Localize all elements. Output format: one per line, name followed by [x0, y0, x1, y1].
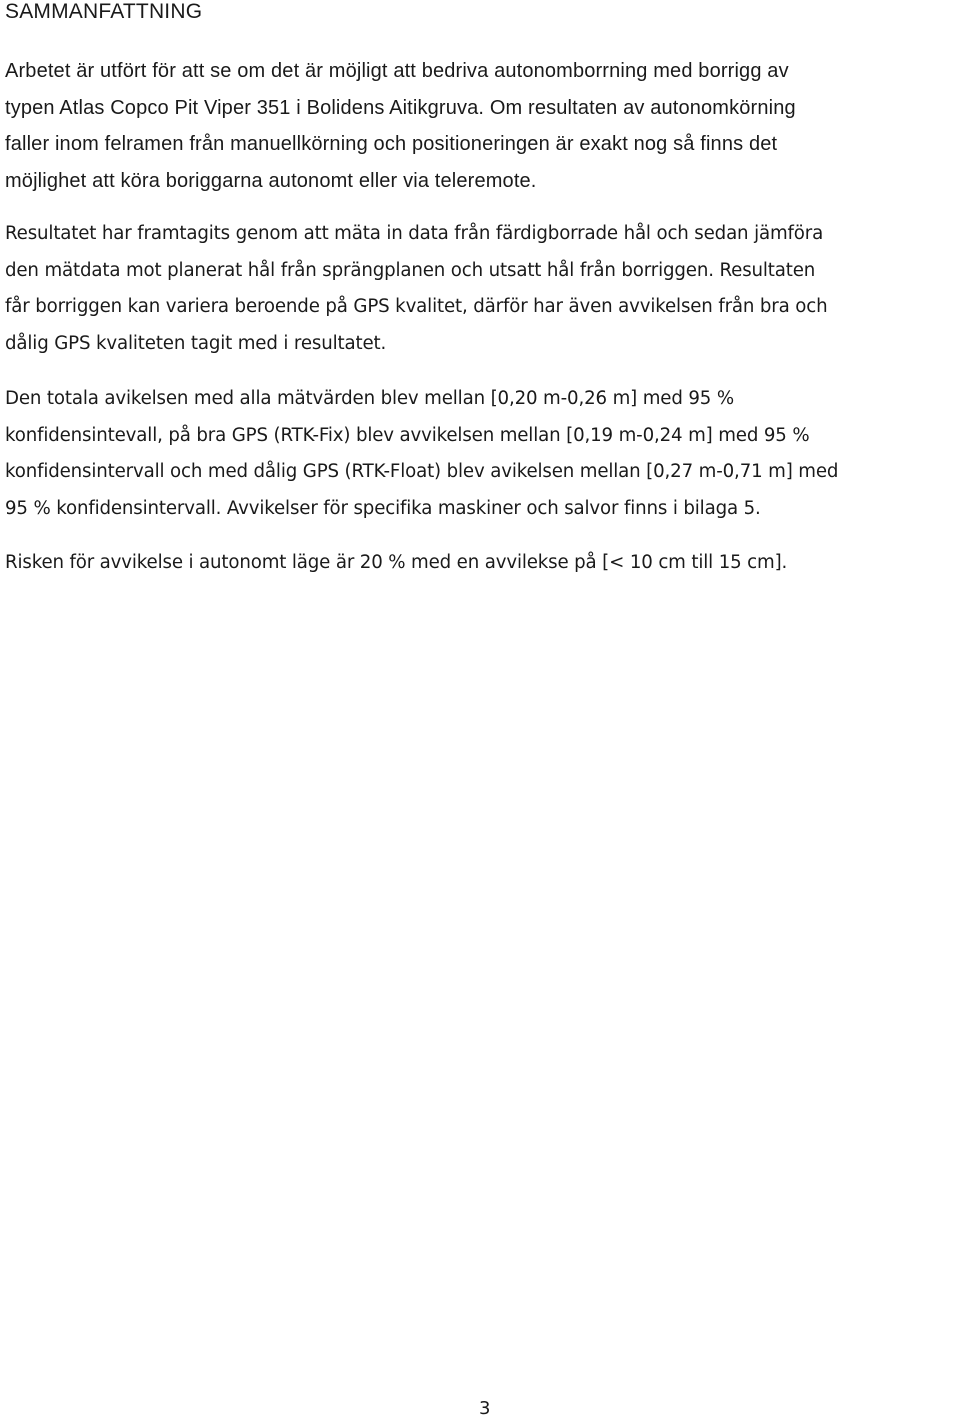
paragraph-summary-intro	[5, 53, 796, 199]
paragraph-method	[5, 216, 827, 362]
text-line: Den totala avikelsen med alla mätvärden blev mellan [0,20 m-0,26 m] med 95 %	[5, 388, 734, 409]
text-line: Arbetet är utfört för att se om det är möjligt att bedriva autonomborrning med borrigg av	[5, 60, 789, 82]
text-line: konfidensintervall och med dålig GPS (RTK-Float) blev avikelsen mellan [0,27 m-0,71 m] med	[5, 461, 839, 482]
text-line: får borriggen kan variera beroende på GPS kvalitet, därför har även avvikelsen från bra och	[5, 296, 828, 317]
text-line: faller inom felramen från manuellkörning och positioneringen är exakt nog så finns det	[5, 133, 778, 155]
text-line: dålig GPS kvaliteten tagit med i resultatet.	[5, 332, 387, 354]
text-line: 95 % konfidensintervall. Avvikelser för specifika maskiner och salvor finns i bilaga 5.	[5, 497, 761, 519]
text-line: typen Atlas Copco Pit Viper 351 i Bolidens Aitikgruva. Om resultaten av autonomkörning	[5, 96, 796, 119]
text-line: Resultatet har framtagits genom att mäta in data från färdigborrade hål och sedan jämföra	[5, 223, 824, 244]
text-line: möjlighet att köra boriggarna autonomt eller via teleremote.	[5, 169, 537, 192]
text-line: konfidensintevall, på bra GPS (RTK-Fix) blev avvikelsen mellan [0,19 m-0,24 m] med 95 %	[5, 424, 810, 446]
paragraph-results	[5, 381, 838, 527]
text-line: Risken för avvikelse i autonomt läge är 20 % med en avvilekse på [< 10 cm till 15 cm].	[5, 552, 788, 573]
page-number: 3	[479, 1398, 491, 1419]
paragraph-risk	[5, 545, 787, 582]
text-line: den mätdata mot planerat hål från sprängplanen och utsatt hål från borriggen. Resultaten	[5, 259, 816, 281]
section-heading: SAMMANFATTNING	[5, 0, 203, 23]
